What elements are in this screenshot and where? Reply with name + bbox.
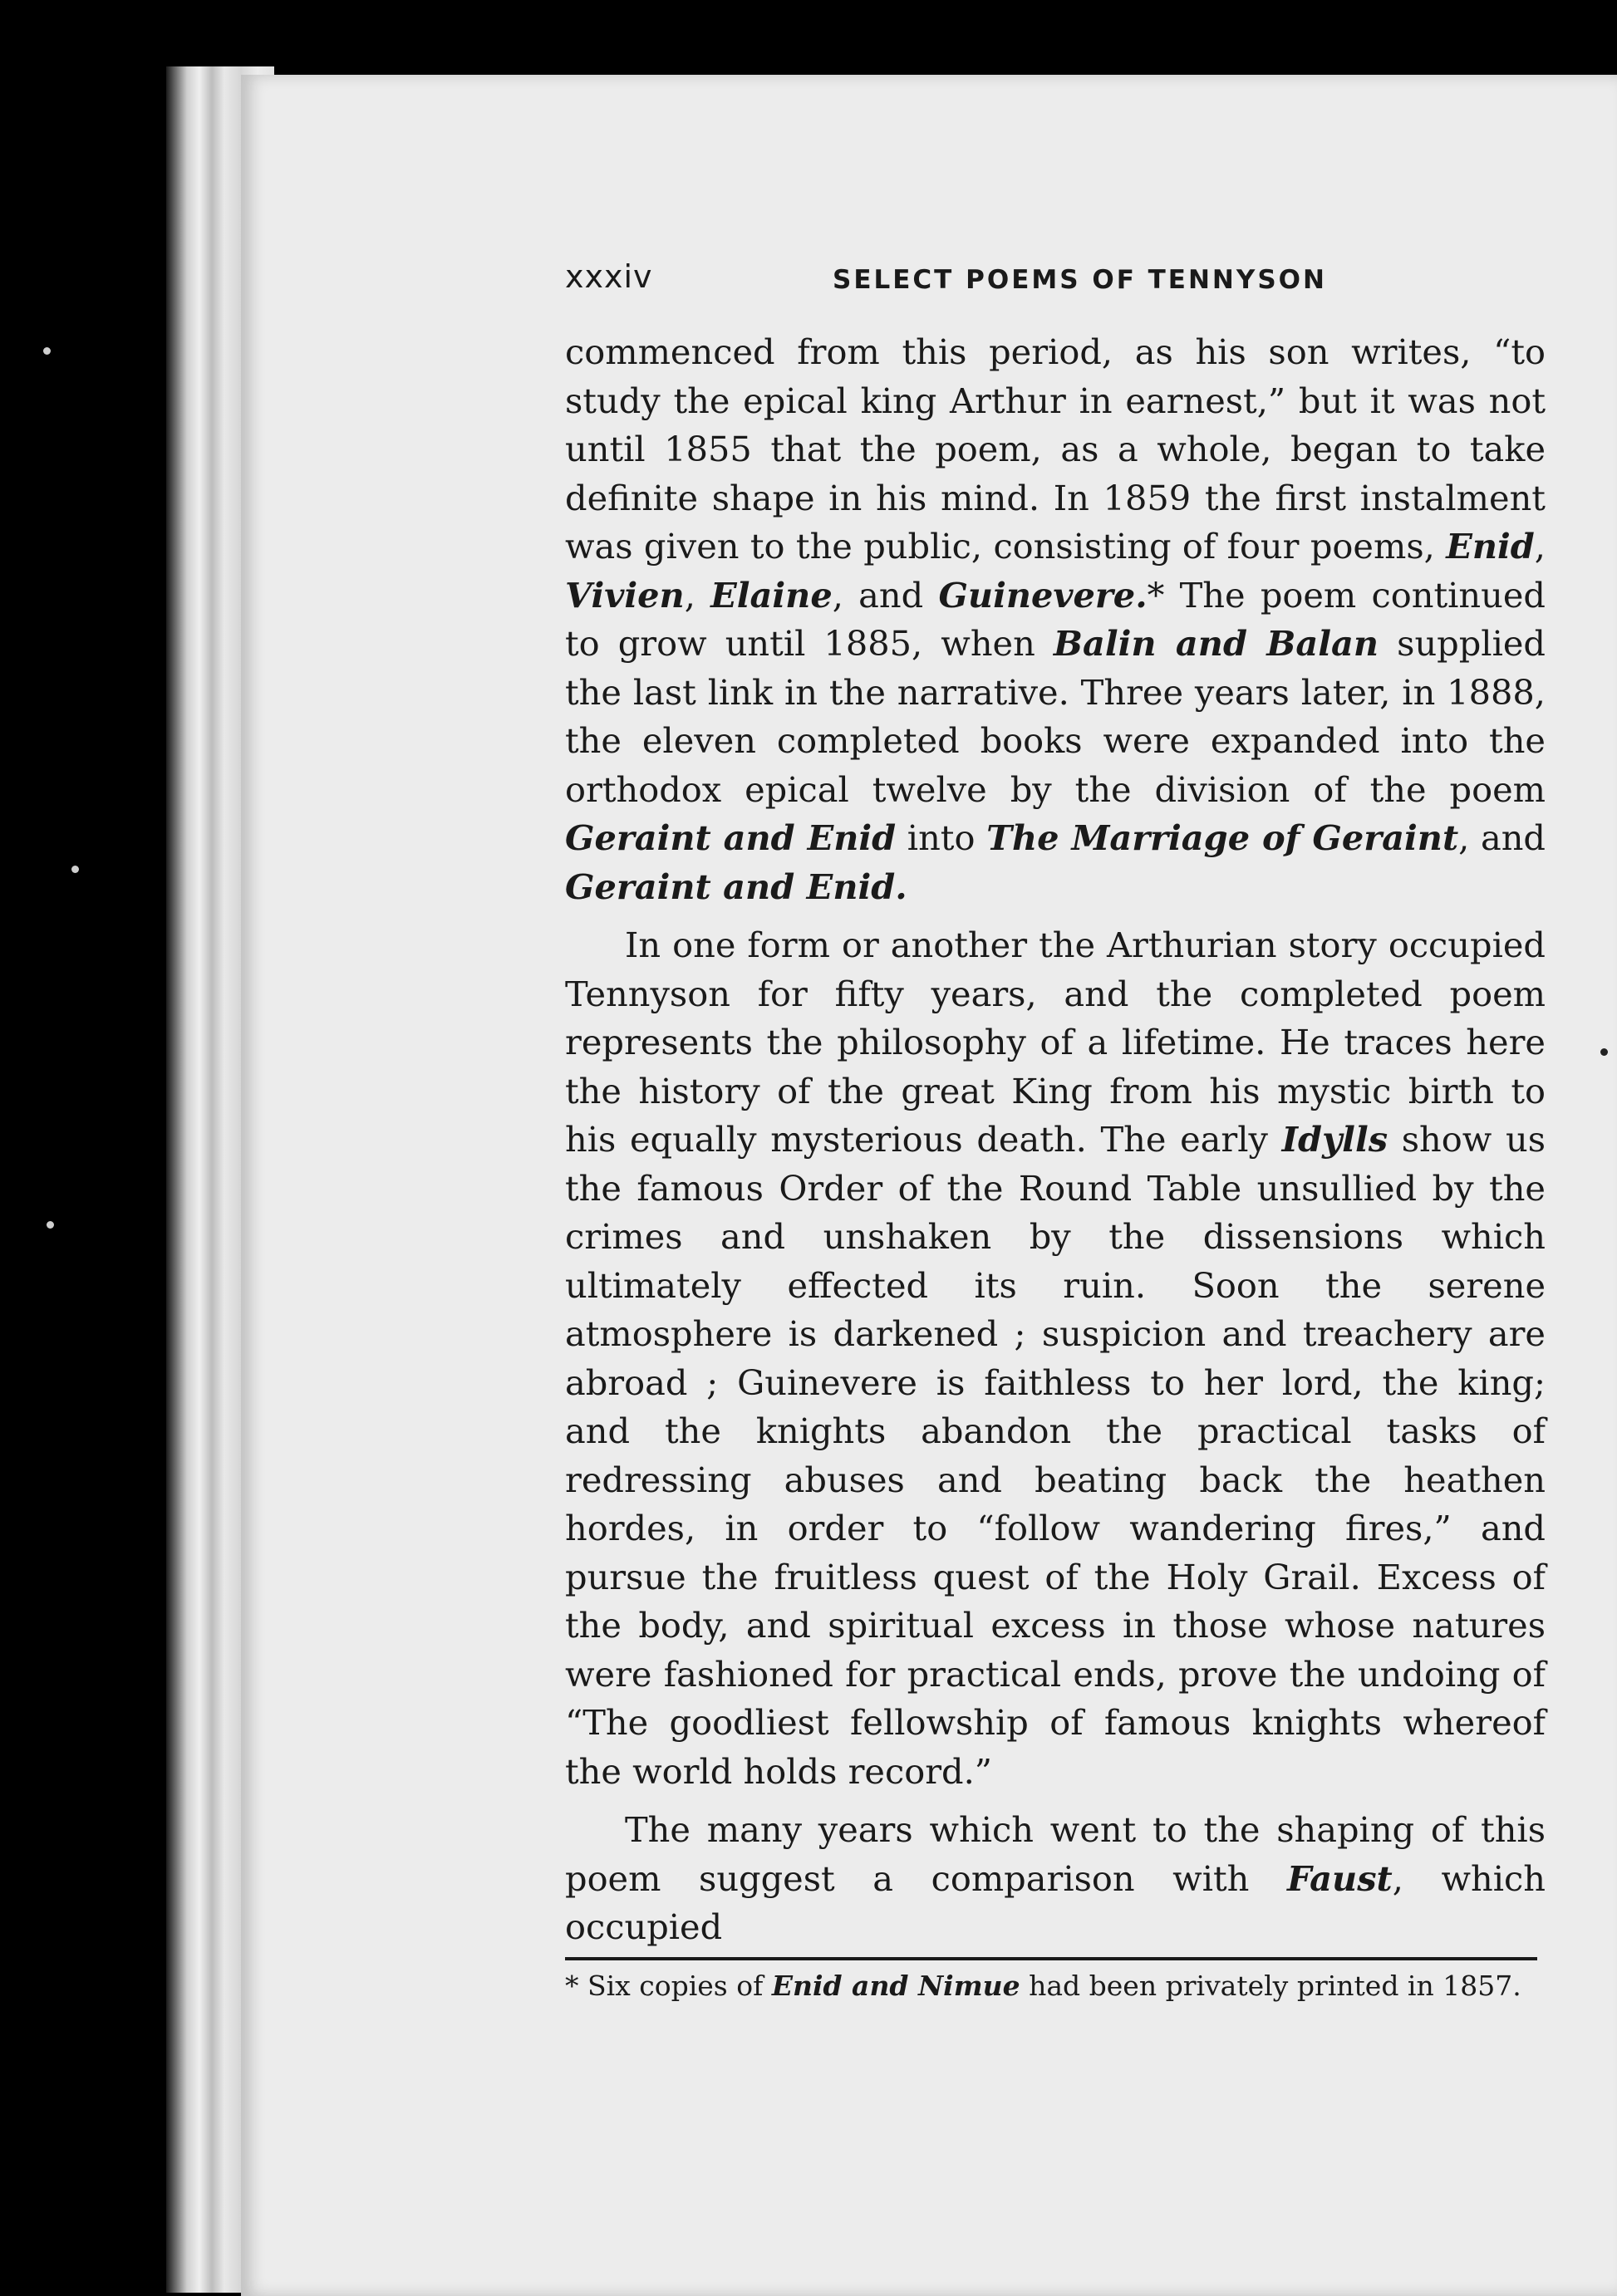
italic-title: The Marriage of Geraint <box>986 817 1459 858</box>
footnote-rule <box>565 1957 1537 1960</box>
text-run: In one form or another the Arthurian story occupied Tennyson for fifty years, and the completed poem represents the philosophy of a lifetime. He traces here the history of the great King from his mystic birth to his equally mysterious death. The early <box>565 925 1546 1160</box>
running-head <box>565 253 1546 303</box>
scan-speck <box>43 347 51 355</box>
scan-speck <box>1600 1048 1608 1056</box>
text-run: * Six copies of <box>565 1969 772 2002</box>
running-title: SELECT POEMS OF TENNYSON <box>833 265 1327 295</box>
page-number: xxxiv <box>565 258 653 295</box>
italic-title: Elaine <box>710 574 833 616</box>
body-text <box>565 328 1546 1952</box>
page-content <box>565 253 1546 2002</box>
italic-title: Vivien <box>565 574 685 616</box>
text-run: , <box>1534 526 1546 567</box>
footnote <box>565 1970 1546 2002</box>
text-run: into <box>896 817 987 858</box>
text-run: , which occupied <box>565 1857 1546 1947</box>
paragraph <box>565 328 1546 911</box>
text-run: , and <box>1458 817 1546 858</box>
text-run: * The poem continued to grow until 1885, when <box>565 574 1546 664</box>
text-run: supplied the last link in the narrative. Three years later, in 1888, the eleven completed books were expanded into the orthodox epical twelve by the division of the poem <box>565 623 1546 810</box>
text-run: had been privately printed in 1857. <box>1020 1969 1521 2002</box>
scan-speck <box>71 866 79 873</box>
text-run: show us the famous Order of the Round Table unsullied by the crimes and unshaken by the dissensions which ultimately effected its ruin. Soon the serene atmosphere is darkened ; suspicion and treachery are abroad ; Guinevere is faithless to her lord, the king; and the knights abandon the practical tasks of redressing abuses and beating back the heathen hordes, in order to “follow wandering fires,” and pursue the fruitless quest of the Holy Grail. Excess of the body, and spiritual excess in those whose natures were fashioned for practical ends, prove the undoing of “The goodliest fellowship of famous knights whereof the world holds record.” <box>565 1119 1546 1792</box>
italic-title: Enid <box>1446 526 1535 567</box>
paragraph <box>565 921 1546 1796</box>
italic-title: Enid and Nimue <box>771 1969 1020 2002</box>
italic-title: Geraint and Enid <box>565 817 897 858</box>
italic-title: Faust <box>1286 1857 1393 1899</box>
text-run: , <box>684 574 711 616</box>
text-run: commenced from this period, as his son writes, “to study the epical king Arthur in earnest,” but it was not until 1855 that the poem, as a whole, began to take definite shape in his mind. In 1859 the first instalment was given to the public, consisting of four poems, <box>565 331 1546 567</box>
italic-title: Idylls <box>1281 1119 1388 1160</box>
scan-speck <box>47 1221 54 1229</box>
text-run: The many years which went to the shaping of this poem suggest a comparison with <box>565 1809 1546 1899</box>
text-run: , and <box>832 574 939 616</box>
italic-title: Guinevere. <box>938 574 1148 616</box>
italic-title: Geraint and Enid. <box>565 866 907 907</box>
italic-title: Balin and Balan <box>1053 623 1379 664</box>
paragraph <box>565 1806 1546 1952</box>
